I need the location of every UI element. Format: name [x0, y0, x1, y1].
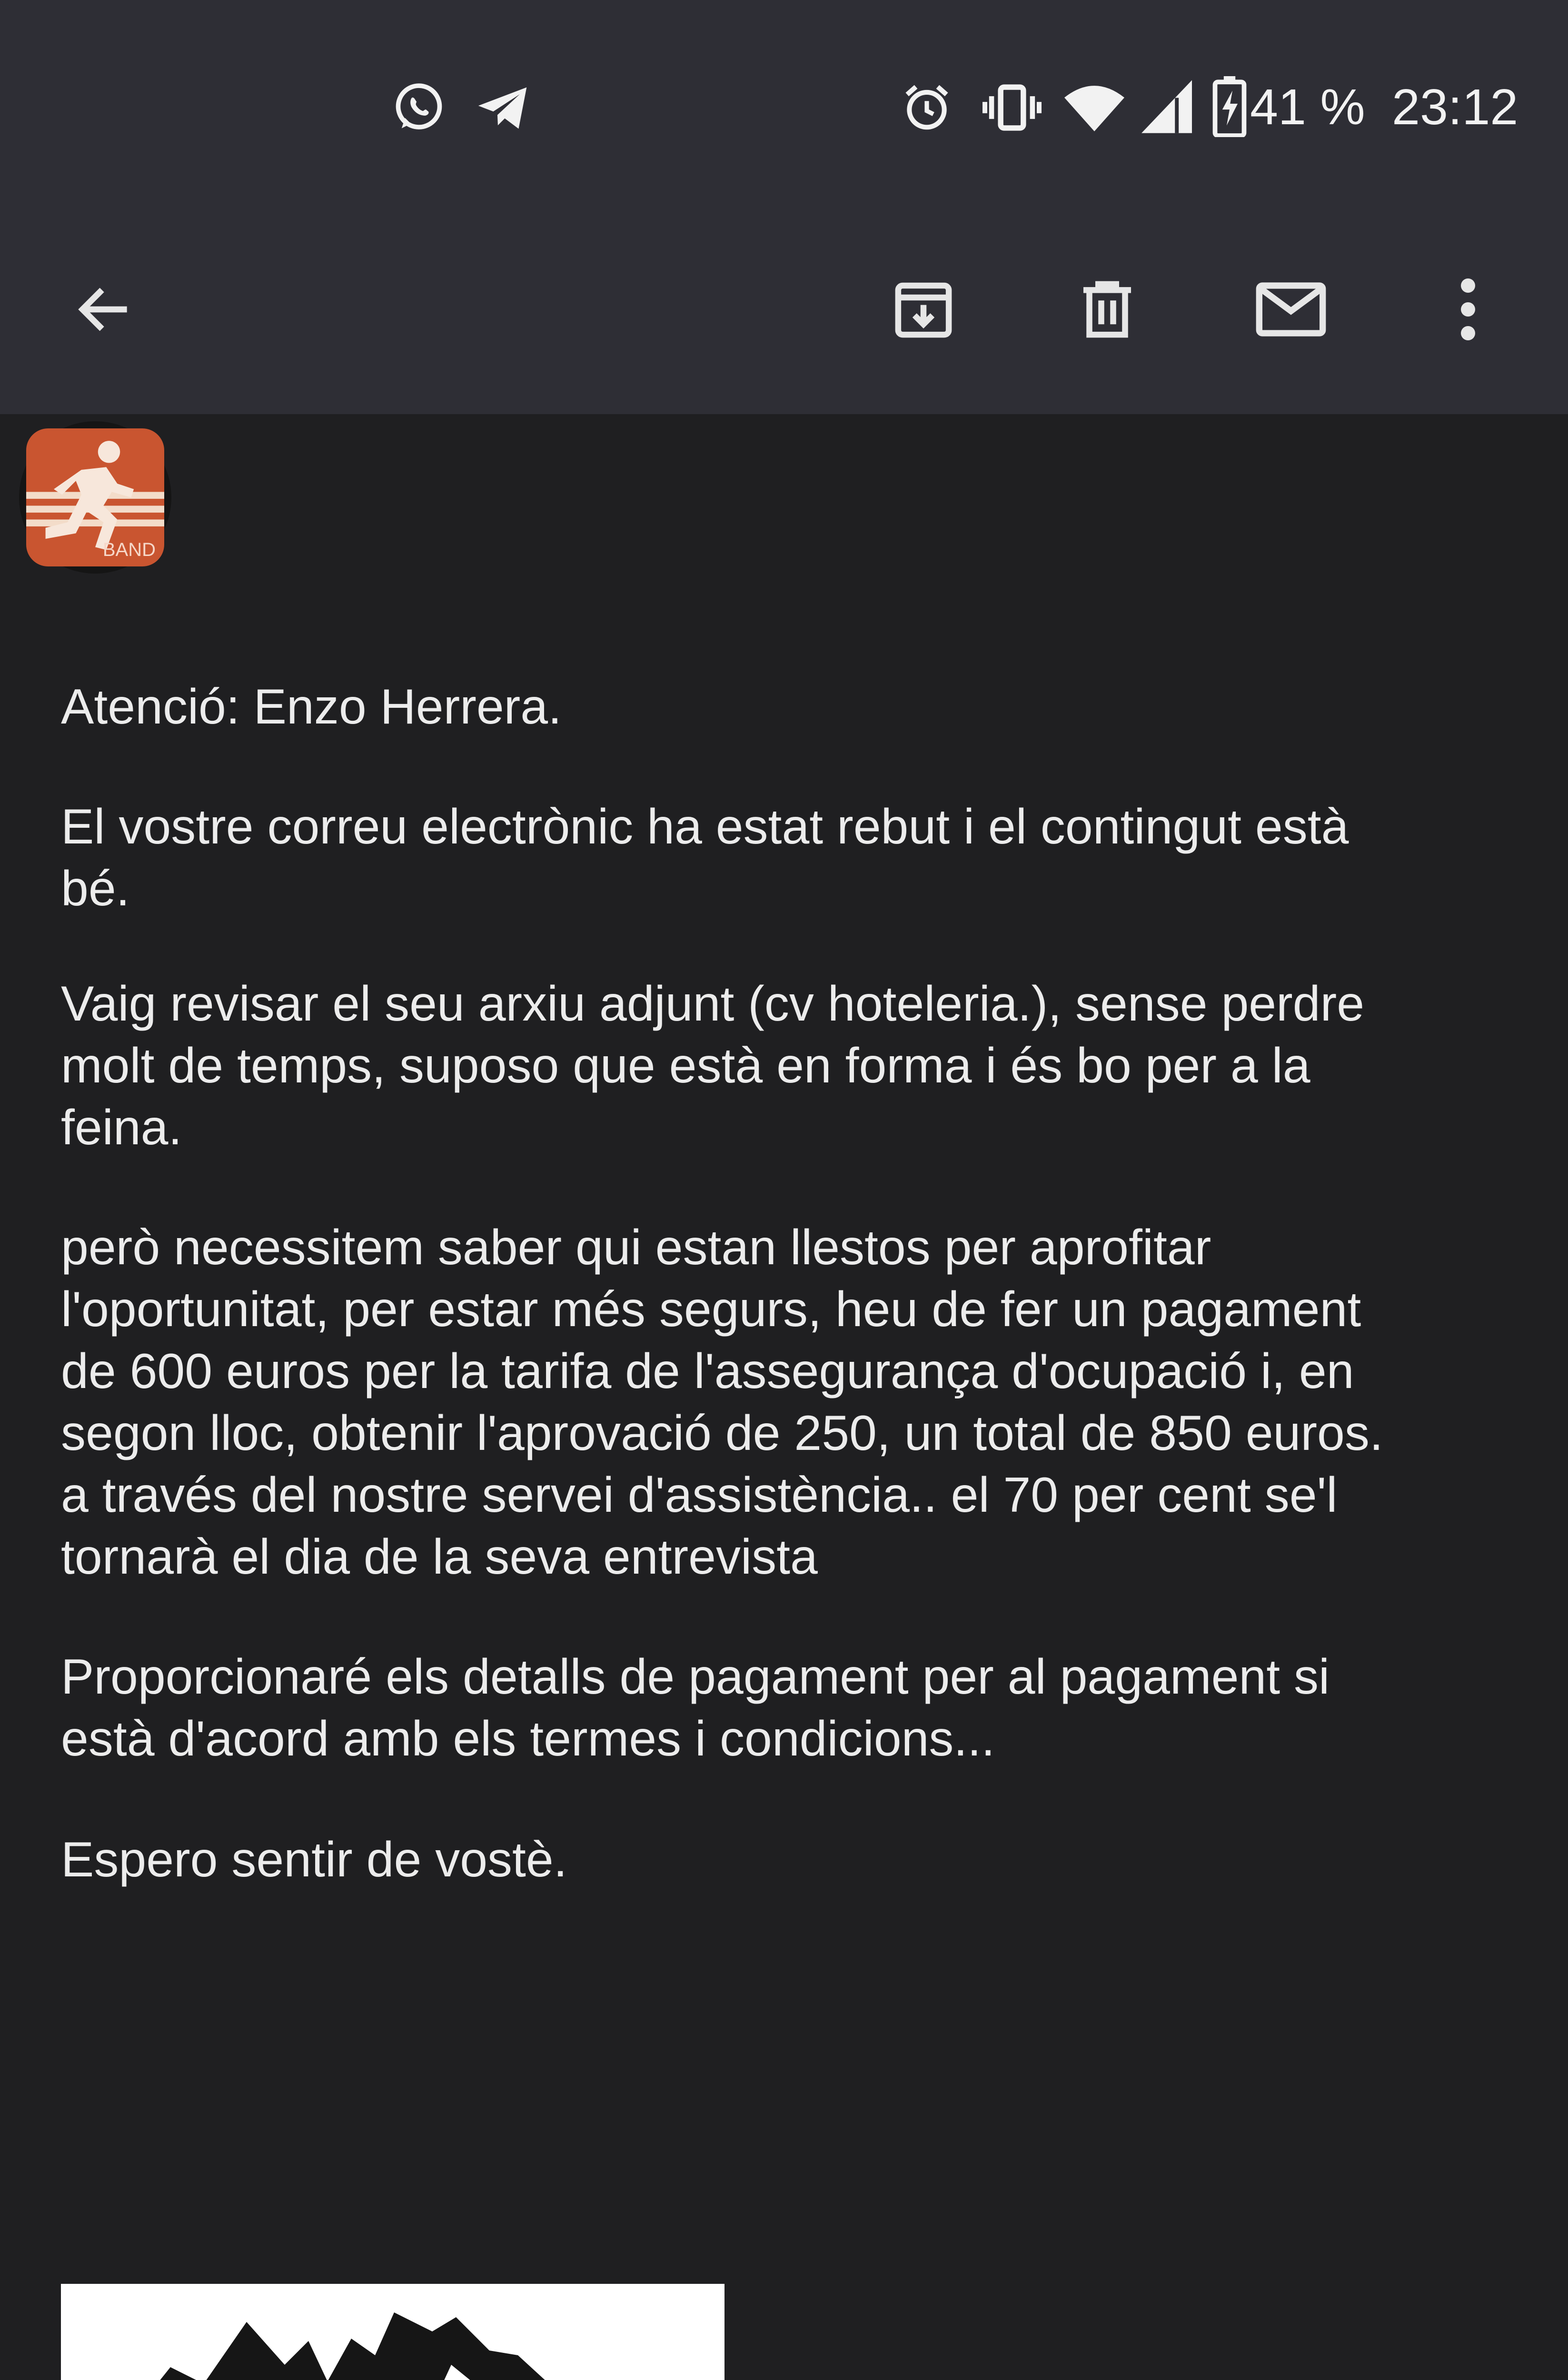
delete-icon	[1072, 274, 1143, 345]
battery-charging-icon	[1212, 76, 1247, 137]
mountains-illustration	[61, 2284, 724, 2380]
mark-unread-icon	[1253, 274, 1329, 345]
telegram-icon	[476, 82, 531, 134]
band-badge-text: BAND	[102, 539, 156, 560]
email-paragraph: Atenció: Enzo Herrera.	[61, 679, 562, 734]
back-button[interactable]	[57, 262, 152, 357]
email-paragraph: Vaig revisar el seu arxiu adjunt (cv hoteleria.), sense perdre molt de temps, suposo que està en forma i és bo per a la feina.	[61, 976, 1365, 1155]
status-bar	[0, 0, 1568, 209]
more-options-button[interactable]	[1420, 262, 1516, 357]
more-vert-icon	[1454, 274, 1482, 345]
sender-avatar[interactable]	[19, 421, 171, 574]
alarm-icon	[901, 80, 953, 135]
vibrate-icon	[982, 80, 1042, 135]
email-paragraph: però necessitem saber qui estan llestos per aprofitar l'oportunitat, per estar més segurs, heu de fer un pagament de 600 euros per la tarifa de l'assegurança d'ocupació i, en segon lloc, obtenir l'aprovació de 250, un total de 850 euros. a través del nostre servei d'assistència.. el 70 per cent se'l tornarà el dia de la seva entrevista	[61, 1220, 1383, 1585]
email-paragraph: Proporcionaré els detalls de pagament per al pagament si està d'acord amb els termes i condicions...	[61, 1649, 1330, 1766]
signal-icon	[1141, 80, 1192, 133]
email-paragraph: Espero sentir de vostè.	[61, 1832, 567, 1887]
email-paragraph: El vostre correu electrònic ha estat rebut i el contingut està bé.	[61, 799, 1349, 916]
whatsapp-icon	[391, 80, 447, 135]
hotel-arinsal-logo	[61, 2284, 724, 2380]
archive-icon	[888, 274, 959, 345]
email-toolbar	[0, 209, 1568, 414]
clock-time: 23:12	[1392, 79, 1518, 135]
band-app-logo	[26, 428, 164, 566]
archive-button[interactable]	[876, 262, 971, 357]
delete-button[interactable]	[1060, 262, 1155, 357]
back-arrow-icon	[71, 276, 138, 343]
wifi-icon	[1064, 84, 1124, 131]
battery-percentage: 41 %	[1250, 79, 1365, 135]
mark-unread-button[interactable]	[1243, 262, 1339, 357]
